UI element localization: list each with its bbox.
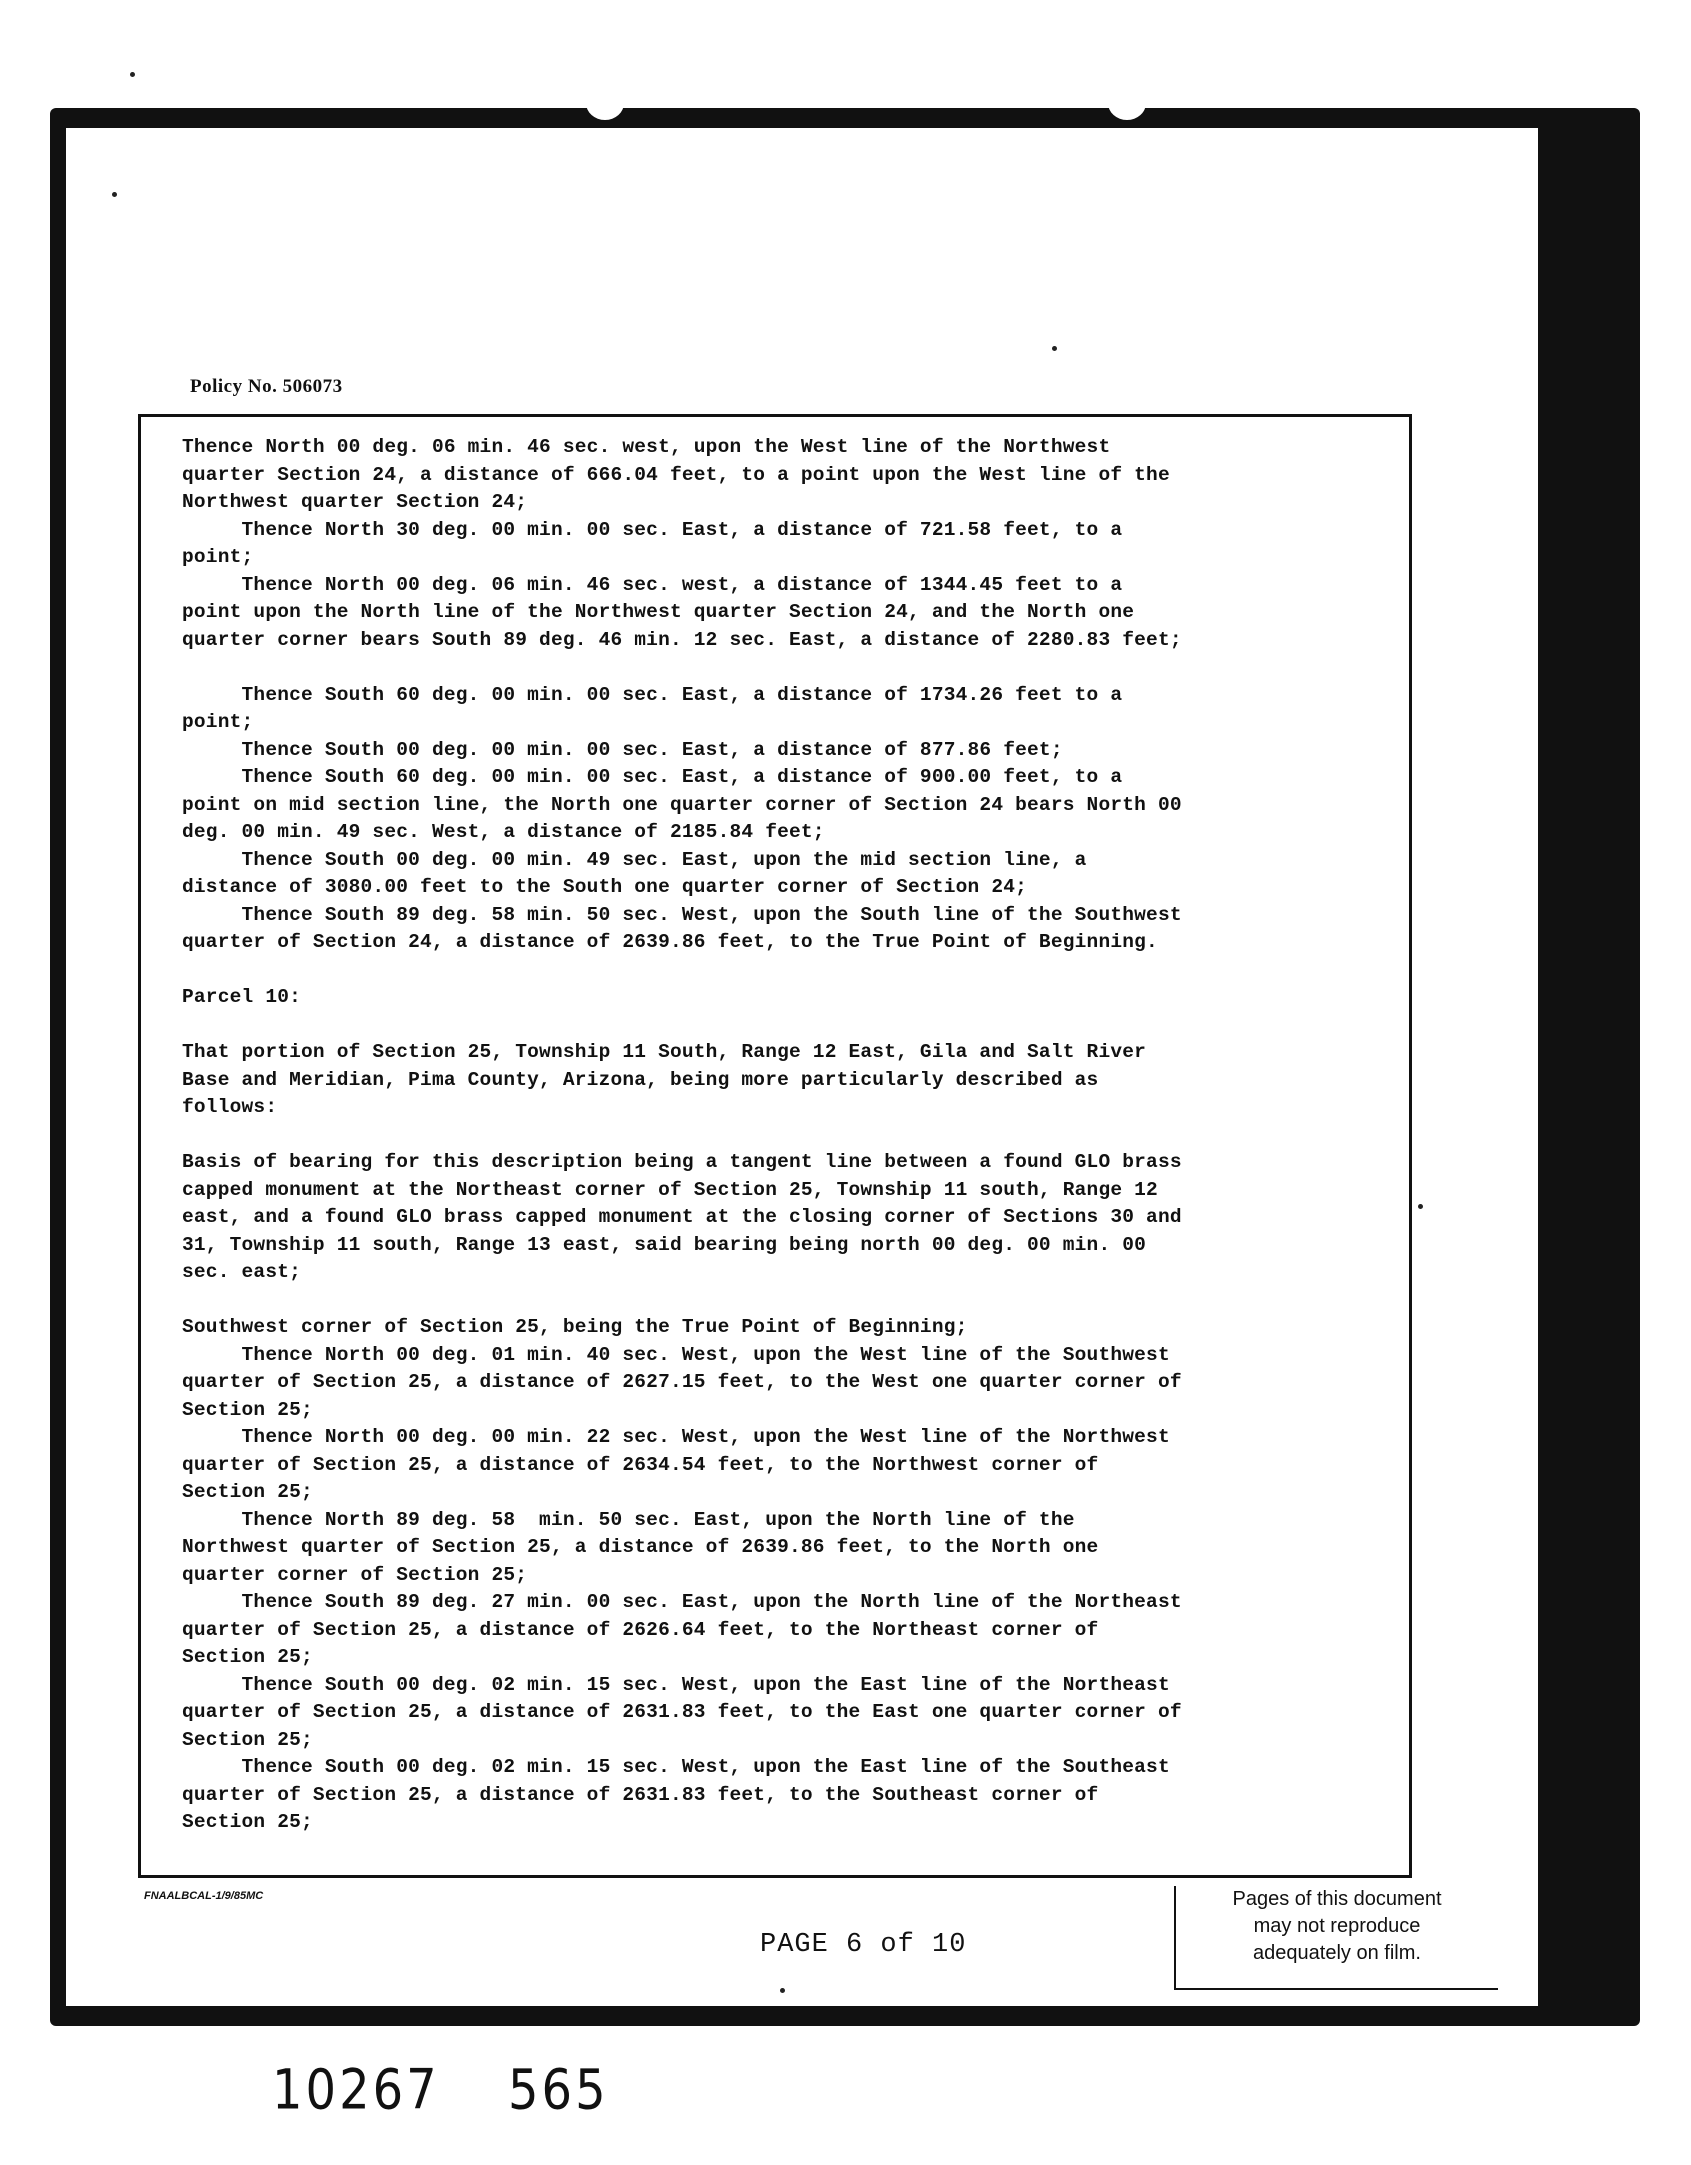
- text-line: Section 25;: [182, 1481, 313, 1503]
- text-line: Parcel 10:: [182, 986, 302, 1008]
- text-line: Thence South 00 deg. 00 min. 49 sec. East, upon the mid section line, a: [182, 848, 1087, 871]
- text-line: Northwest quarter Section 24;: [182, 491, 528, 513]
- microfilm-notice: [1174, 1886, 1498, 1990]
- text-line: quarter Section 24, a distance of 666.04 feet, to a point upon the West line of the: [182, 463, 1170, 486]
- text-line: Section 25;: [182, 1728, 313, 1751]
- border-notch: [586, 86, 624, 120]
- page-number: PAGE 6 of 10: [760, 1930, 967, 1960]
- text-line: Section 25;: [182, 1811, 313, 1833]
- scan-speck: [1052, 346, 1057, 351]
- text-line: quarter corner of Section 25;: [182, 1563, 528, 1586]
- legal-description-text: [182, 434, 1412, 1837]
- text-line: [182, 654, 1412, 682]
- text-line: [182, 957, 1412, 985]
- text-line: Thence South 60 deg. 00 min. 00 sec. East, a distance of 900.00 feet, to a: [182, 766, 1123, 788]
- text-line: east, and a found GLO brass capped monument at the closing corner of Sections 30 and: [182, 1206, 1182, 1228]
- text-line: quarter of Section 25, a distance of 2627.15 feet, to the West one quarter corner of: [182, 1371, 1182, 1393]
- text-line: follows:: [182, 1096, 278, 1118]
- text-line: Thence South 89 deg. 58 min. 50 sec. West, upon the South line of the Southwest: [182, 903, 1182, 926]
- text-line: [182, 1122, 1412, 1150]
- text-line: sec. east;: [182, 1261, 302, 1283]
- text-line: Thence North 00 deg. 06 min. 46 sec. west, upon the West line of the Northwest: [182, 436, 1111, 458]
- notice-line: adequately on film.: [1253, 1942, 1421, 1964]
- text-line: quarter of Section 24, a distance of 2639.86 feet, to the True Point of Beginning.: [182, 931, 1158, 953]
- text-line: point;: [182, 546, 254, 568]
- text-line: Section 25;: [182, 1398, 313, 1421]
- text-line: Thence South 00 deg. 02 min. 15 sec. West, upon the East line of the Southeast: [182, 1756, 1170, 1778]
- text-line: Thence South 60 deg. 00 min. 00 sec. East, a distance of 1734.26 feet to a: [182, 683, 1123, 706]
- text-line: 31, Township 11 south, Range 13 east, said bearing being north 00 deg. 00 min. 00: [182, 1233, 1147, 1256]
- scan-speck: [780, 1988, 785, 1993]
- text-line: Basis of bearing for this description being a tangent line between a found GLO brass: [182, 1151, 1182, 1173]
- text-line: point upon the North line of the Northwest quarter Section 24, and the North one: [182, 601, 1135, 623]
- text-line: Thence North 00 deg. 00 min. 22 sec. West, upon the West line of the Northwest: [182, 1426, 1170, 1448]
- text-line: capped monument at the Northeast corner of Section 25, Township 11 south, Range 12: [182, 1178, 1158, 1201]
- text-line: quarter of Section 25, a distance of 2626.64 feet, to the Northeast corner of: [182, 1618, 1099, 1641]
- text-line: point;: [182, 711, 254, 733]
- text-line: quarter of Section 25, a distance of 2631.83 feet, to the East one quarter corner of: [182, 1701, 1182, 1723]
- text-line: quarter of Section 25, a distance of 2634.54 feet, to the Northwest corner of: [182, 1453, 1099, 1476]
- scan-speck: [1418, 1204, 1423, 1209]
- text-line: That portion of Section 25, Township 11 South, Range 12 East, Gila and Salt River: [182, 1041, 1147, 1063]
- policy-number: Policy No. 506073: [190, 376, 343, 397]
- text-line: Southwest corner of Section 25, being the True Point of Beginning;: [182, 1316, 968, 1338]
- text-line: Thence North 89 deg. 58 min. 50 sec. East, upon the North line of the: [182, 1508, 1075, 1531]
- scan-speck: [130, 72, 135, 77]
- notice-line: may not reproduce: [1253, 1915, 1421, 1937]
- text-line: Thence South 89 deg. 27 min. 00 sec. East, upon the North line of the Northeast: [182, 1591, 1182, 1613]
- form-code: FNAALBCAL-1/9/85MC: [144, 1890, 264, 1902]
- text-line: quarter corner bears South 89 deg. 46 min. 12 sec. East, a distance of 2280.83 feet;: [182, 628, 1182, 651]
- notice-line: Pages of this document: [1232, 1888, 1442, 1910]
- text-line: [182, 1287, 1412, 1315]
- text-line: Thence North 30 deg. 00 min. 00 sec. East, a distance of 721.58 feet, to a: [182, 518, 1123, 541]
- text-line: quarter of Section 25, a distance of 2631.83 feet, to the Southeast corner of: [182, 1783, 1099, 1806]
- text-line: Thence North 00 deg. 01 min. 40 sec. West, upon the West line of the Southwest: [182, 1343, 1170, 1366]
- page-stamp-number: 565: [508, 2057, 609, 2123]
- text-line: point on mid section line, the North one quarter corner of Section 24 bears North 00: [182, 793, 1182, 816]
- text-line: distance of 3080.00 feet to the South one quarter corner of Section 24;: [182, 876, 1028, 898]
- text-line: Thence North 00 deg. 06 min. 46 sec. west, a distance of 1344.45 feet to a: [182, 573, 1123, 596]
- text-line: Northwest quarter of Section 25, a distance of 2639.86 feet, to the North one: [182, 1536, 1099, 1558]
- text-line: deg. 00 min. 49 sec. West, a distance of 2185.84 feet;: [182, 821, 825, 843]
- border-notch: [1108, 86, 1146, 120]
- text-line: Base and Meridian, Pima County, Arizona, being more particularly described as: [182, 1068, 1099, 1091]
- text-line: Thence South 00 deg. 02 min. 15 sec. West, upon the East line of the Northeast: [182, 1673, 1170, 1696]
- text-line: Thence South 00 deg. 00 min. 00 sec. East, a distance of 877.86 feet;: [182, 738, 1063, 761]
- text-line: Section 25;: [182, 1646, 313, 1668]
- scan-speck: [112, 192, 117, 197]
- docket-number: 10267: [272, 2057, 440, 2123]
- text-line: [182, 1012, 1412, 1040]
